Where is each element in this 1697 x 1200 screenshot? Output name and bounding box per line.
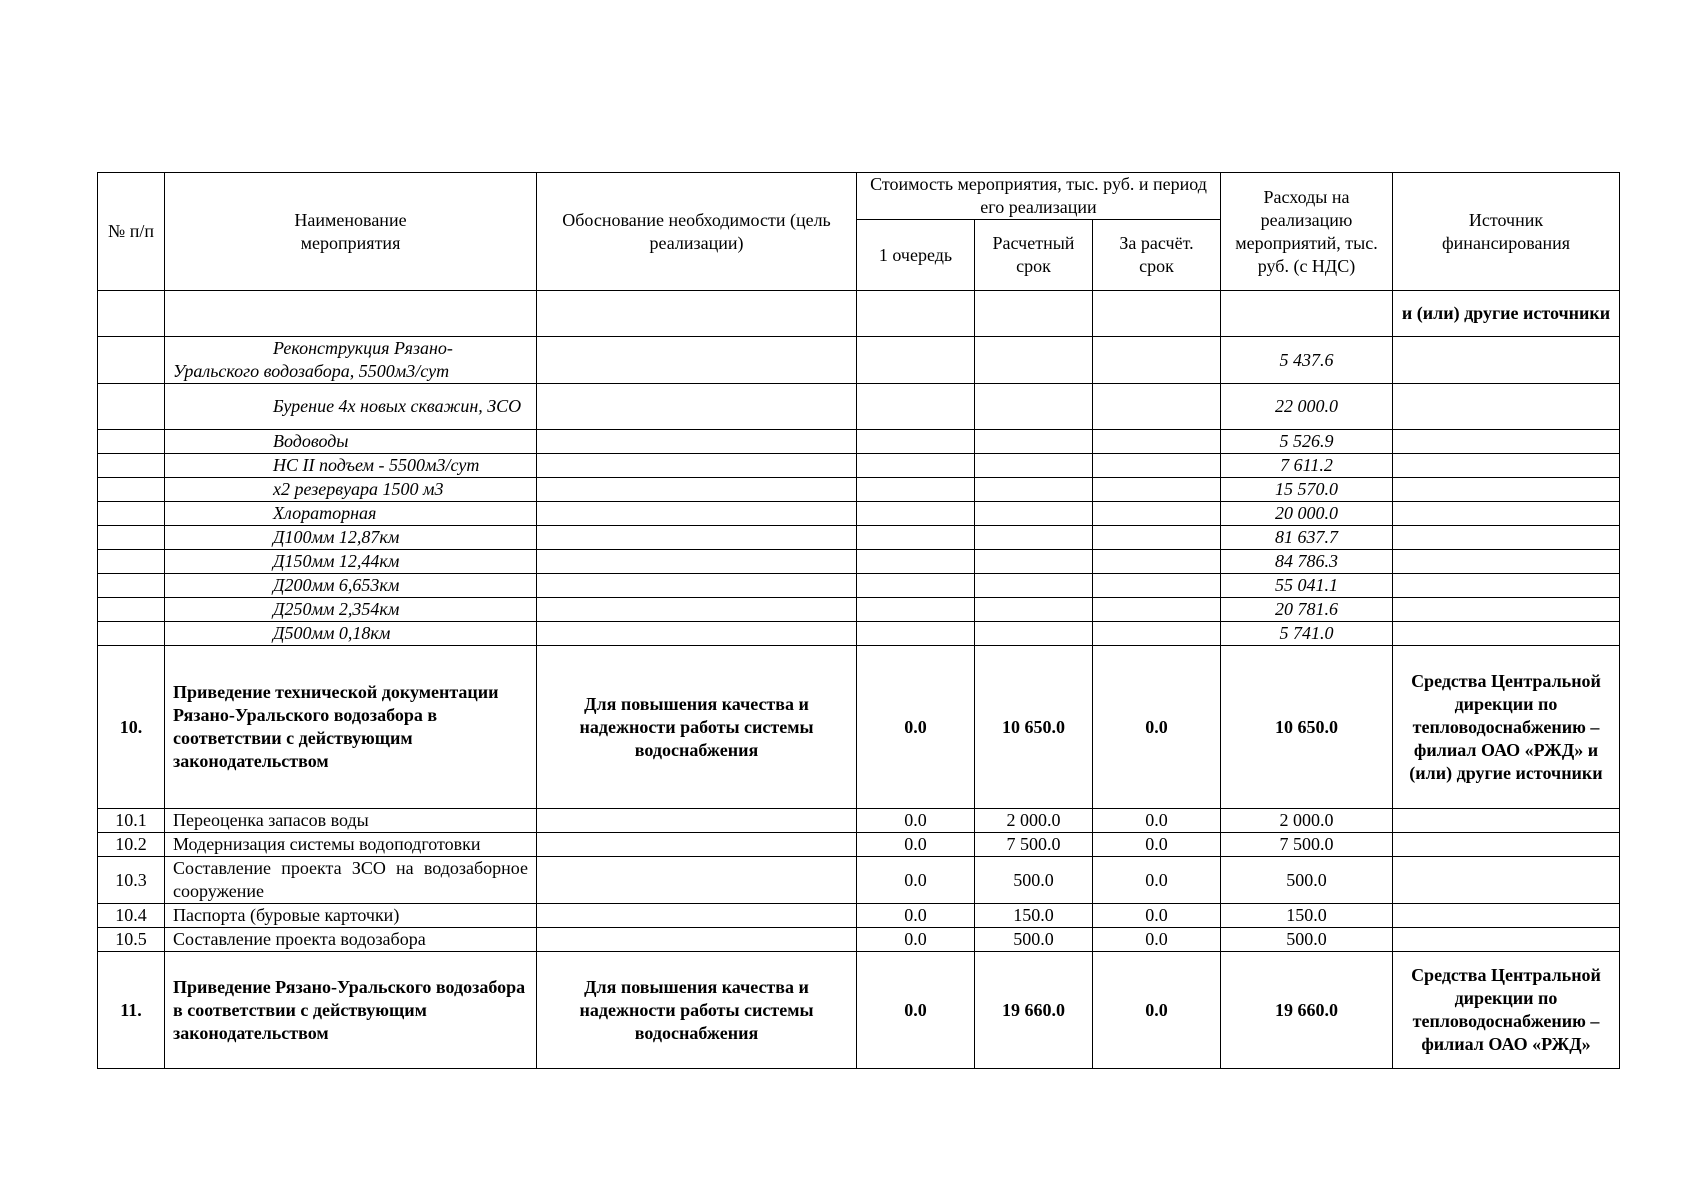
table-row (98, 454, 1620, 478)
item-num: 10. (98, 646, 165, 809)
item-justification: Для повышения качества и надежности работы системы водоснабжения (537, 952, 857, 1069)
sub-item-name: Д200мм 6,653км (165, 574, 537, 598)
table-row (98, 384, 1620, 430)
sub-stage1: 0.0 (857, 833, 975, 857)
header-beyond: За расчёт. срок (1093, 220, 1221, 291)
header-stage1: 1 очередь (857, 220, 975, 291)
sub-item-expense: 22 000.0 (1221, 384, 1393, 430)
table-row (98, 526, 1620, 550)
sub-beyond: 0.0 (1093, 904, 1221, 928)
table-row (98, 598, 1620, 622)
sub-item-expense: 15 570.0 (1221, 478, 1393, 502)
item-stage1: 0.0 (857, 646, 975, 809)
sub-item-name: Хлораторная (165, 502, 537, 526)
sub-calc: 500.0 (975, 857, 1093, 904)
table-row (98, 430, 1620, 454)
sub-num: 10.5 (98, 928, 165, 952)
table-row (98, 833, 1620, 857)
header-source: Источник финансирования (1393, 173, 1620, 291)
table-row (98, 622, 1620, 646)
sub-item-name: Водоводы (165, 430, 537, 454)
table-row (98, 502, 1620, 526)
sub-num: 10.3 (98, 857, 165, 904)
sub-item-name: Д100мм 12,87км (165, 526, 537, 550)
sub-num: 10.2 (98, 833, 165, 857)
sub-calc: 7 500.0 (975, 833, 1093, 857)
sub-item-name: Бурение 4х новых скважин, ЗСО (165, 384, 537, 430)
sub-item-expense: 5 526.9 (1221, 430, 1393, 454)
item-stage1: 0.0 (857, 952, 975, 1069)
item-num: 11. (98, 952, 165, 1069)
sub-num: 10.1 (98, 809, 165, 833)
header-expenses: Расходы на реализацию мероприятий, тыс. руб. (с НДС) (1221, 173, 1393, 291)
sub-num: 10.4 (98, 904, 165, 928)
table-row (98, 904, 1620, 928)
sub-beyond: 0.0 (1093, 928, 1221, 952)
header-cost-group: Стоимость мероприятия, тыс. руб. и период его реализации (857, 173, 1221, 220)
sub-expense: 150.0 (1221, 904, 1393, 928)
sub-item-name: Д250мм 2,354км (165, 598, 537, 622)
table-row (98, 337, 1620, 384)
sub-item-expense: 5 741.0 (1221, 622, 1393, 646)
sub-item-name: Д500мм 0,18км (165, 622, 537, 646)
sub-name: Паспорта (буровые карточки) (165, 904, 537, 928)
table-row (98, 928, 1620, 952)
sub-name: Модернизация системы водоподготовки (165, 833, 537, 857)
sub-calc: 2 000.0 (975, 809, 1093, 833)
sub-item-expense: 84 786.3 (1221, 550, 1393, 574)
item-source: Средства Центральной дирекции по тепловодоснабжению – филиал ОАО «РЖД» (1393, 952, 1620, 1069)
table-row (98, 952, 1620, 1069)
sub-stage1: 0.0 (857, 928, 975, 952)
measures-table (97, 172, 1620, 1069)
table-row (98, 857, 1620, 904)
sub-beyond: 0.0 (1093, 857, 1221, 904)
sub-item-expense: 20 781.6 (1221, 598, 1393, 622)
sub-expense: 7 500.0 (1221, 833, 1393, 857)
header-justification: Обоснование необходимости (цель реализации) (537, 173, 857, 291)
header-calc-period: Расчетный срок (975, 220, 1093, 291)
sub-stage1: 0.0 (857, 857, 975, 904)
header-name: Наименование мероприятия (165, 173, 537, 291)
item-calc: 10 650.0 (975, 646, 1093, 809)
item-name: Приведение технической документации Рязано-Уральского водозабора в соответствии с действующим законодательством (165, 646, 537, 809)
sub-item-name: Реконструкция Рязано-Уральского водозабора, 5500м3/сут (165, 337, 537, 384)
table-row (98, 550, 1620, 574)
sub-item-expense: 20 000.0 (1221, 502, 1393, 526)
sub-name: Переоценка запасов воды (165, 809, 537, 833)
sub-item-expense: 5 437.6 (1221, 337, 1393, 384)
sub-name: Составление проекта ЗСО на водозаборное сооружение (165, 857, 537, 904)
table-row (98, 574, 1620, 598)
sub-beyond: 0.0 (1093, 809, 1221, 833)
table-row (98, 478, 1620, 502)
item-name: Приведение Рязано-Уральского водозабора в соответствии с действующим законодательством (165, 952, 537, 1069)
item-expense: 19 660.0 (1221, 952, 1393, 1069)
item-justification: Для повышения качества и надежности работы системы водоснабжения (537, 646, 857, 809)
sub-calc: 500.0 (975, 928, 1093, 952)
header-num: № п/п (98, 173, 165, 291)
item-calc: 19 660.0 (975, 952, 1093, 1069)
sub-calc: 150.0 (975, 904, 1093, 928)
sub-item-name: Д150мм 12,44км (165, 550, 537, 574)
item-beyond: 0.0 (1093, 646, 1221, 809)
table-row (98, 809, 1620, 833)
sub-expense: 500.0 (1221, 857, 1393, 904)
table-row (98, 646, 1620, 809)
sub-name: Составление проекта водозабора (165, 928, 537, 952)
sub-stage1: 0.0 (857, 904, 975, 928)
item-expense: 10 650.0 (1221, 646, 1393, 809)
sub-item-expense: 7 611.2 (1221, 454, 1393, 478)
sub-stage1: 0.0 (857, 809, 975, 833)
item-beyond: 0.0 (1093, 952, 1221, 1069)
sub-item-name: НС II подъем - 5500м3/сут (165, 454, 537, 478)
item-source: Средства Центральной дирекции по тепловодоснабжению – филиал ОАО «РЖД» и (или) другие источники (1393, 646, 1620, 809)
sub-item-name: x2 резервуара 1500 м3 (165, 478, 537, 502)
sub-beyond: 0.0 (1093, 833, 1221, 857)
sub-item-expense: 55 041.1 (1221, 574, 1393, 598)
source-continuation: и (или) другие источники (1393, 291, 1620, 337)
sub-item-expense: 81 637.7 (1221, 526, 1393, 550)
sub-expense: 2 000.0 (1221, 809, 1393, 833)
sub-expense: 500.0 (1221, 928, 1393, 952)
